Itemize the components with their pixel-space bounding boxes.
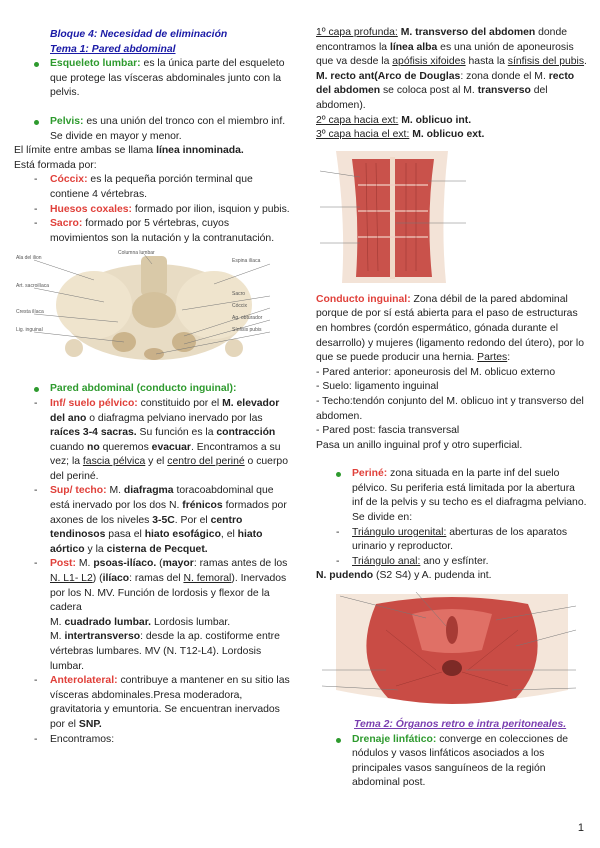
section-heading: Bloque 4: Necesidad de eliminación — [50, 29, 228, 40]
abdominal-wall-illustration — [316, 151, 588, 283]
tema2-title: Tema 2: Órganos retro e intra peritoneales. — [354, 719, 567, 731]
item-superior: - Sup/ techo: M. diafragma toracoabdominal que está inervado por los dos N. frénicos formados por axones de los niveles 3-5C. Por el centro tendinosos pasa el hiato esofágico, el hiato aórtico y la cisterna de Pecquet. — [34, 485, 287, 555]
nervio-pudendo: N. pudendo (S2 S4) y A. pudenda int. — [316, 570, 492, 582]
left-column — [14, 0, 290, 747]
bullet-pelvis: Pelvis: es una unión del tronco con el miembro inf. Se divide en mayor y menor. — [14, 115, 290, 144]
bullet-pared-abdominal: Pared abdominal (conducto inguinal): — [14, 382, 290, 397]
item-huesos: - Huesos coxales: formado por ilion, isquion y pubis. — [34, 203, 290, 215]
bullet-perine: Periné: zona situada en la parte inf del suelo pélvico. Su periferia está limitada por la abertura inf de la pelvis y su techo es el diafragma pelviano. Se divide en: — [316, 467, 588, 525]
perineum-illustration — [316, 590, 588, 712]
bullet-drenaje: Drenaje linfático: converge en colecciones de nódulos y vasos linfáticos asociados a los principales vasos sanguíneos de la región abdominal post. — [316, 733, 588, 791]
item-anterolateral: - Anterolateral: contribuye a mantener en su sitio las vísceras abdominales.Presa moderadora, gravitatoria y emuntoria. Se encuentran inervados por el SNP. — [34, 675, 290, 730]
partes-anterior: - Pared anterior: aponeurosis del M. oblicuo externo — [316, 366, 556, 378]
svg-text:Cresta ilíaca: Cresta ilíaca — [16, 309, 44, 316]
partes-posterior: - Pared post: fascia transversal — [316, 425, 460, 437]
anillo-text: Pasa un anillo inguinal prof y otro superficial. — [316, 439, 523, 451]
perineum-figure — [316, 590, 588, 712]
capa-1: 1º capa profunda: M. transverso del abdomen donde encontramos la línea alba es una unión de aponeurosis que va desde la apófisis xifoides hasta la sínfisis del pubis. M. recto ant(Arco de Douglas: zona donde el M. recto del abdomen se coloca post al M. transverso del abdomen). — [316, 27, 587, 111]
page-number: 1 — [577, 822, 584, 834]
limite-text: El límite entre ambas se llama línea innominada. — [14, 145, 244, 157]
partes-techo: - Techo:tendón conjunto del M. oblicuo int y transverso del abdomen. — [316, 395, 584, 422]
svg-text:Espina ilíaca: Espina ilíaca — [232, 258, 261, 265]
svg-text:Sínfisis pubis: Sínfisis pubis — [232, 327, 262, 334]
capa-2: 2º capa hacia ext: M. oblicuo int. — [316, 114, 472, 126]
right-column — [316, 0, 588, 791]
tema1-title: Tema 1: Pared abdominal — [50, 43, 176, 55]
item-triangulo-urogenital: - Triángulo urogenital: aberturas de los aparatos urinario y reproductor. — [336, 526, 568, 553]
svg-text:Cóccix: Cóccix — [232, 303, 248, 310]
item-posterior: - Post: M. psoas-ilíaco. (mayor: ramas antes de los N. L1- L2) (ilíaco: ramas del N. femoral). Inervados por los N. MV. Función de lordosis y flexor de la cadera M. cuadrado lumbar. Lordosis lumbar. M. intertransverso: desde la ap. costiforme entre vértebras lumbares. MV (N. T12-L4). Lordosis lumbar. — [34, 558, 288, 672]
svg-text:Ag. obturador: Ag. obturador — [232, 315, 263, 322]
item-triangulo-anal: - Triángulo anal: ano y esfínter. — [336, 555, 489, 567]
bullet-esqueleto: Esqueleto lumbar: es la única parte del esqueleto que protege las vísceras abdominales junto con la pelvis. — [14, 57, 290, 101]
partes-suelo: - Suelo: ligamento inguinal — [316, 381, 439, 393]
svg-text:Art. sacroilíaca: Art. sacroilíaca — [16, 283, 50, 290]
abdominal-wall-figure — [316, 151, 588, 283]
conducto-inguinal: Conducto inguinal: Zona débil de la pared abdominal porque de por sí está abierta para el paso de estructuras en hombres (cordón espermático, gónada durante el desarrollo) y mujeres (ligamento redondo del útero), por lo que se puede producir una hernia. Partes: — [316, 293, 584, 364]
item-encontramos: - Encontramos: — [34, 733, 115, 745]
svg-text:Ala del ilion: Ala del ilion — [16, 255, 42, 262]
capa-3: 3º capa hacia el ext: M. oblicuo ext. — [316, 129, 485, 141]
svg-text:Sacro: Sacro — [232, 291, 246, 298]
pelvis-illustration — [14, 250, 290, 378]
pelvis-figure — [14, 250, 290, 378]
item-coccix: - Cóccix: es la pequeña porción terminal que contiene 4 vértebras. — [34, 174, 253, 200]
formada-text: Está formada por: — [14, 159, 97, 171]
item-inferior: - Inf/ suelo pélvico: constituido por el M. elevador del ano o diafragma pelviano inervado por las raíces 3-4 sacras. Su función es la contracción cuando no queremos evacuar. Encontramos a su vez; la fascia pélvica y el centro del periné o cuerpo del periné. — [34, 397, 288, 482]
svg-text:Columna lumbar: Columna lumbar — [118, 250, 155, 257]
item-sacro: - Sacro: formado por 5 vértebras, cuyos movimientos son la nutación y la contranutación. — [34, 218, 275, 244]
svg-text:Lig. inguinal: Lig. inguinal — [16, 327, 43, 334]
